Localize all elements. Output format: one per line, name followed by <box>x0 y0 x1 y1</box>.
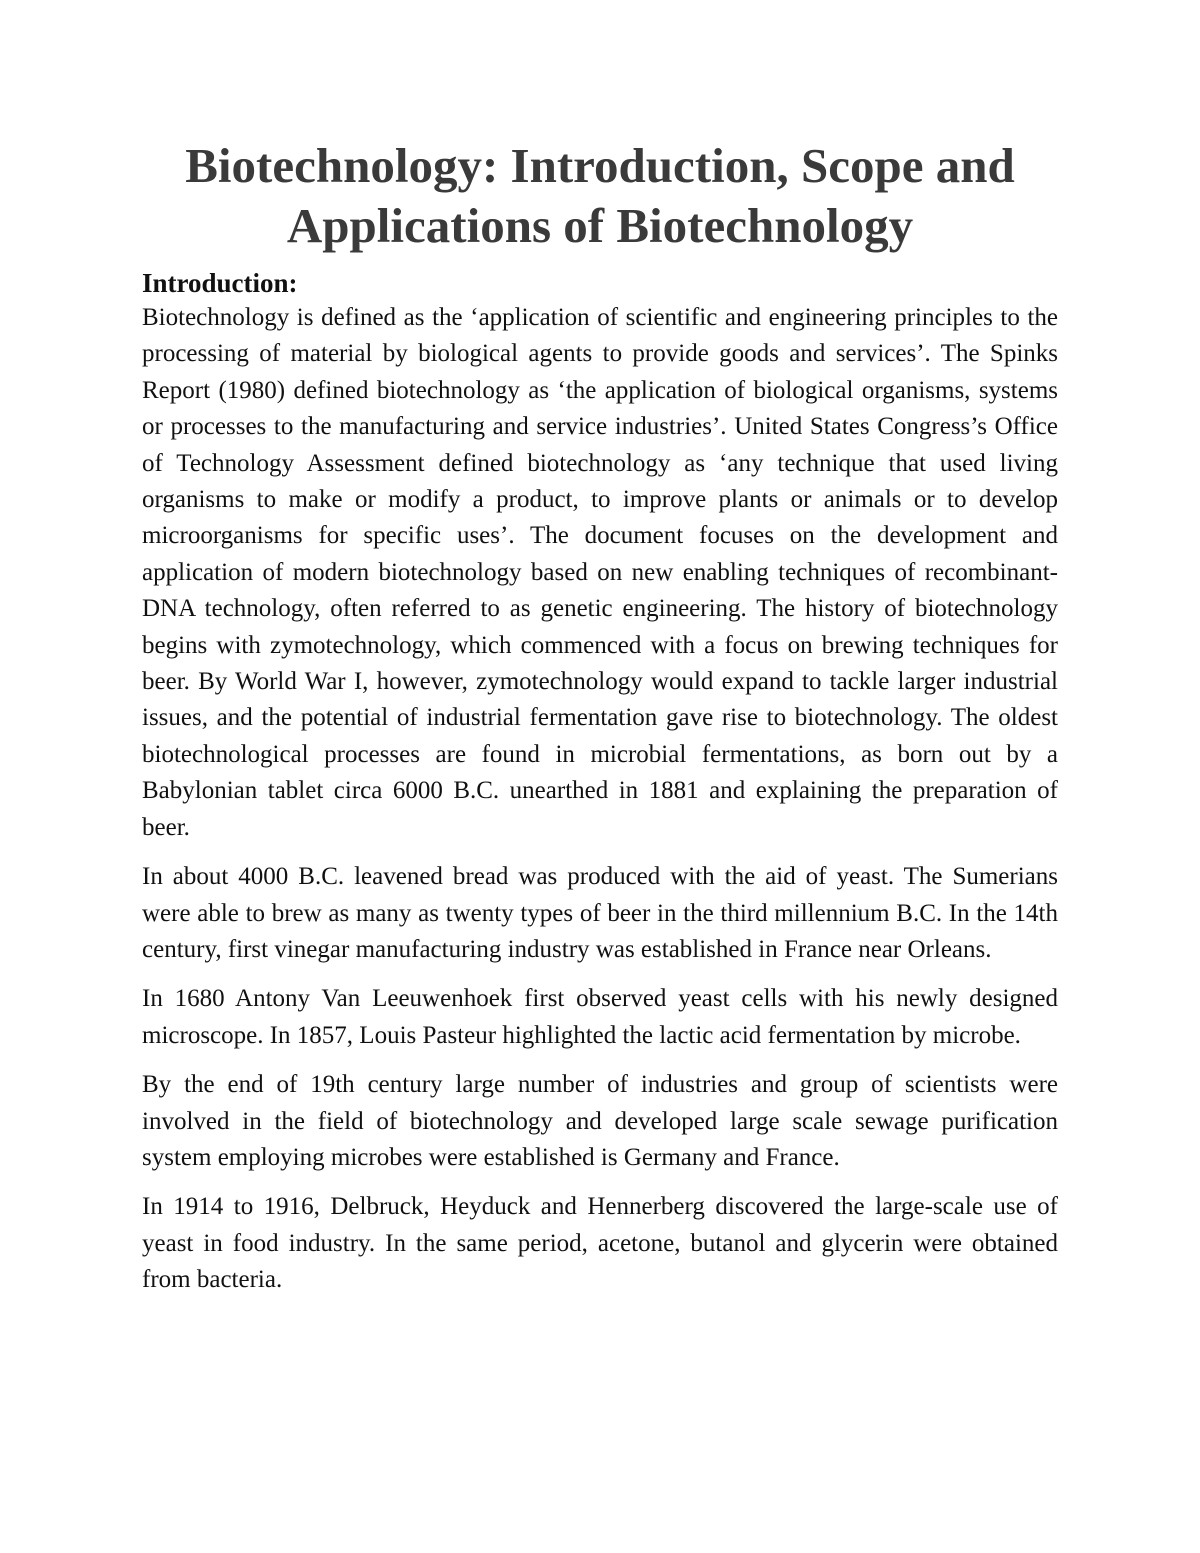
paragraph-4: By the end of 19th century large number of industries and group of scientists were involved in the field of biotechnology and developed large scale sewage purification system employing microbes were established is Germany and France. <box>142 1071 1058 1171</box>
paragraph-5: In 1914 to 1916, Delbruck, Heyduck and Hennerberg discovered the large-scale use of yeast in food industry. In the same period, acetone, butanol and glycerin were obtained from bacteria. <box>142 1193 1058 1294</box>
document-page <box>142 136 1058 1312</box>
section-heading-introduction: Introduction: <box>142 268 298 298</box>
title-line-1: Biotechnology: Introduction, Scope and <box>185 138 1015 193</box>
paragraph-2: In about 4000 B.C. leavened bread was produced with the aid of yeast. The Sumerians were able to brew as many as twenty types of beer in the third millennium B.C. In the 14th century, first vinegar manufacturing industry was established in France near Orleans. <box>142 863 1058 963</box>
paragraph-1: Biotechnology is defined as the ‘application of scientific and engineering principles to the processing of material by biological agents to provide goods and services’. The Spinks Report (1980) defined biotechnology as ‘the application of biological organisms, systems or processes to the manufacturing and service industries’. United States Congress’s Office of Technology Assessment defined biotechnology as ‘any technique that used living organisms to make or modify a product, to improve plants or animals or to develop microorganisms for specific uses’. The document focuses on the development and application of modern biotechnology based on new enabling techniques of recombinant-DNA technology, often referred to as genetic engineering. The history of biotechnology begins with zymotechnology, which commenced with a focus on brewing techniques for beer. By World War I, however, zymotechnology would expand to tackle larger industrial issues, and the potential of industrial fermentation gave rise to biotechnology. The oldest biotechnological processes are found in microbial fermentations, as born out by a Babylonian tablet circa 6000 B.C. unearthed in 1881 and explaining the preparation of beer. <box>142 304 1058 841</box>
document-title <box>142 136 1058 256</box>
title-line-2: Applications of Biotechnology <box>286 198 914 253</box>
paragraph-3: In 1680 Antony Van Leeuwenhoek first observed yeast cells with his newly designed microscope. In 1857, Louis Pasteur highlighted the lactic acid fermentation by microbe. <box>142 985 1058 1049</box>
